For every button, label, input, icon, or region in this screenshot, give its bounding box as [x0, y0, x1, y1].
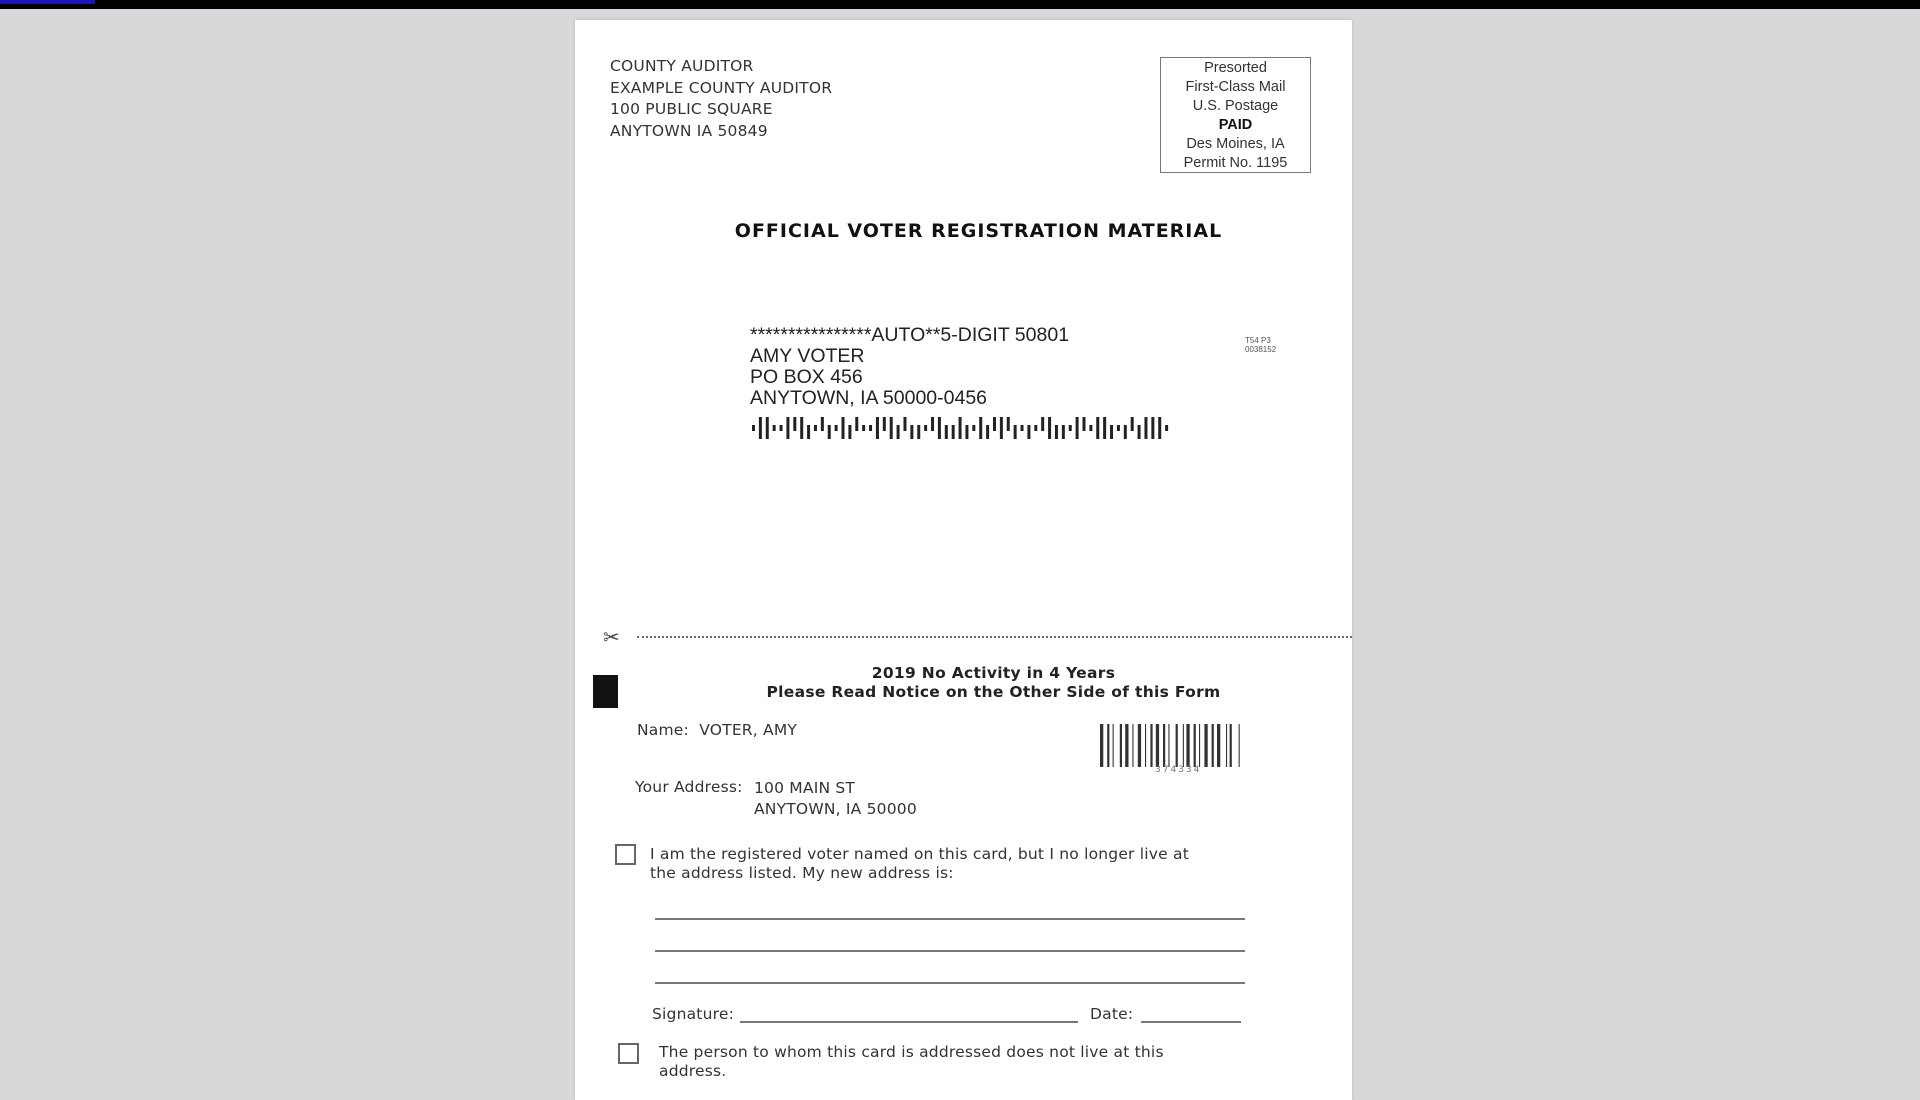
postage-indicia	[1160, 57, 1311, 173]
document-title: OFFICIAL VOTER REGISTRATION MATERIAL	[734, 220, 1223, 242]
name-value: VOTER, AMY	[699, 721, 798, 739]
return-address-line: EXAMPLE COUNTY AUDITOR	[610, 78, 833, 97]
signature-label: Signature:	[652, 1005, 734, 1023]
cut-line	[603, 625, 1352, 649]
recipient-name: AMY VOTER	[750, 345, 865, 367]
not-at-address-line: The person to whom this card is addressed does not live at this	[659, 1043, 1164, 1061]
moved-option-line: the address listed. My new address is:	[650, 863, 954, 882]
form-heading	[605, 664, 1382, 701]
document-page	[575, 20, 1352, 1100]
tray-code-line: T54 P3	[1245, 336, 1271, 345]
postage-permit: Permit No. 1195	[1183, 155, 1288, 171]
moved-option-line: I am the registered voter named on this card, but I no longer live at	[650, 845, 1189, 863]
voter-id-barcode-number: 374334	[1155, 765, 1202, 775]
recipient-address	[750, 325, 1069, 409]
return-address-line: ANYTOWN IA 50849	[610, 121, 768, 140]
postage-line: Presorted	[1204, 60, 1267, 76]
tray-code-line: 0038152	[1245, 345, 1277, 354]
new-address-line-1[interactable]	[655, 918, 1245, 920]
postal-barcode	[752, 417, 1172, 439]
name-label: Name:	[637, 721, 689, 739]
postage-line: U.S. Postage	[1192, 98, 1279, 114]
signature-line[interactable]	[740, 1021, 1078, 1023]
presort-endorsement: ****************AUTO**5-DIGIT 50801	[750, 324, 1070, 346]
moved-checkbox[interactable]	[615, 844, 636, 865]
scissors-icon: ✂	[603, 625, 620, 649]
address-line2: ANYTOWN, IA 50000	[754, 800, 917, 818]
return-address-line: COUNTY AUDITOR	[610, 57, 754, 75]
tray-code	[1245, 336, 1276, 354]
not-at-address-option-text	[659, 1043, 1164, 1080]
postage-line: Des Moines, IA	[1186, 136, 1285, 152]
loading-progress-bar	[0, 0, 95, 4]
return-address	[610, 56, 832, 142]
postage-paid: PAID	[1218, 117, 1253, 133]
not-at-address-line: address.	[659, 1061, 727, 1080]
date-label: Date:	[1090, 1005, 1134, 1023]
recipient-city-state-zip: ANYTOWN, IA 50000-0456	[750, 387, 988, 409]
address-label: Your Address:	[635, 778, 743, 796]
date-line[interactable]	[1141, 1021, 1241, 1023]
address-line1: 100 MAIN ST	[754, 779, 856, 797]
new-address-line-2[interactable]	[655, 950, 1245, 952]
form-heading-line1: 2019 No Activity in 4 Years	[871, 664, 1116, 682]
name-row	[637, 721, 797, 739]
return-address-line: 100 PUBLIC SQUARE	[610, 100, 773, 118]
form-heading-line2: Please Read Notice on the Other Side of this Form	[766, 682, 1221, 701]
address-row	[635, 778, 743, 796]
recipient-street: PO BOX 456	[750, 366, 863, 388]
postage-line: First-Class Mail	[1185, 79, 1286, 95]
dotted-cut-line	[637, 636, 1352, 638]
new-address-line-3[interactable]	[655, 982, 1245, 984]
not-at-address-checkbox[interactable]	[618, 1043, 639, 1064]
viewer-top-bar	[0, 0, 1920, 9]
moved-option-text	[650, 845, 1189, 882]
